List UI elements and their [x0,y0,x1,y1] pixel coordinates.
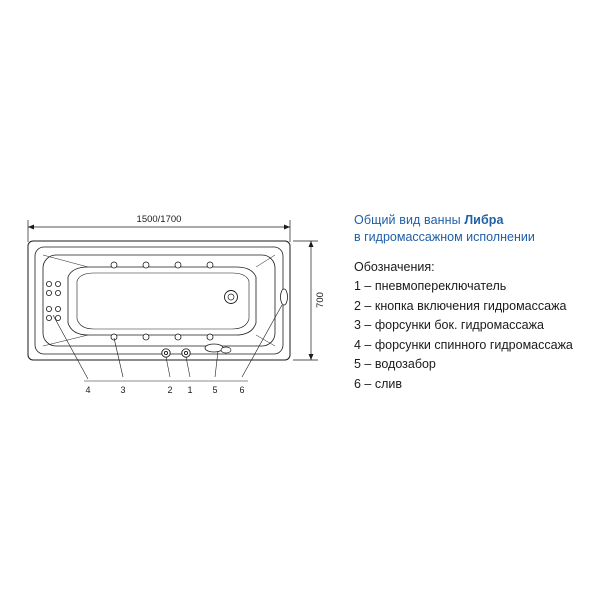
bath-drawing-svg [18,205,348,405]
list-item: 4 – форсунки спинного гидромассажа [354,337,573,352]
water-intake-inner [228,294,234,300]
spinal-jet-3 [46,281,51,286]
list-item: 6 – слив [354,376,403,391]
drain-overflow [281,289,288,305]
spinal-jet-7 [46,306,51,311]
legend-heading: Обозначения: [354,260,435,274]
side-jet-top-3 [175,262,181,268]
top-dim-arrow-right [284,225,290,230]
callout-label-1: 1 [187,385,193,395]
side-jet-bottom-2 [143,334,149,340]
side-jet-top-2 [143,262,149,268]
spinal-jet-1 [55,281,60,286]
legend-title [354,212,594,229]
legend-subtitle: в гидромассажном исполнении [354,230,535,244]
legend-panel [354,212,594,394]
side-jet-top-1 [111,262,117,268]
list-item: 3 – форсунки бок. гидромассажа [354,318,544,332]
drain-outlet [205,344,223,352]
list-item: 1 – пневмопереключатель [354,279,507,293]
hydromassage-button-center [184,351,187,354]
bath-bowl-inner [77,273,249,329]
legend-items-list [354,277,594,394]
bath-technical-drawing [18,205,348,405]
callout-label-3: 3 [120,385,126,395]
list-item: 2 – кнопка включения гидромассажа [354,298,567,313]
side-dim-arrow-top [309,241,314,247]
callout-label-4: 4 [85,385,91,395]
spinal-jet-2 [55,290,60,295]
side-dim-arrow-bottom [309,354,314,360]
callout-label-2: 2 [167,385,173,395]
top-dimension-label: 1500/1700 [136,214,182,225]
top-dim-arrow-left [28,225,34,230]
spinal-jet-5 [55,306,60,311]
spinal-jet-6 [55,315,60,320]
legend-title-model: Либра [464,213,504,227]
side-dimension-label: 700 [315,292,326,308]
callout-label-5: 5 [212,385,218,395]
legend-title-prefix: Общий вид ванны [354,213,465,227]
pneumo-switch-center [164,351,167,354]
spinal-jet-4 [46,290,51,295]
side-jet-bottom-3 [175,334,181,340]
list-item: 5 – водозабор [354,357,436,371]
spinal-jet-8 [46,315,51,320]
callout-label-6: 6 [239,385,245,395]
side-jet-bottom-4 [207,334,213,340]
drain-outlet-secondary [221,347,231,353]
side-jet-top-4 [207,262,213,268]
